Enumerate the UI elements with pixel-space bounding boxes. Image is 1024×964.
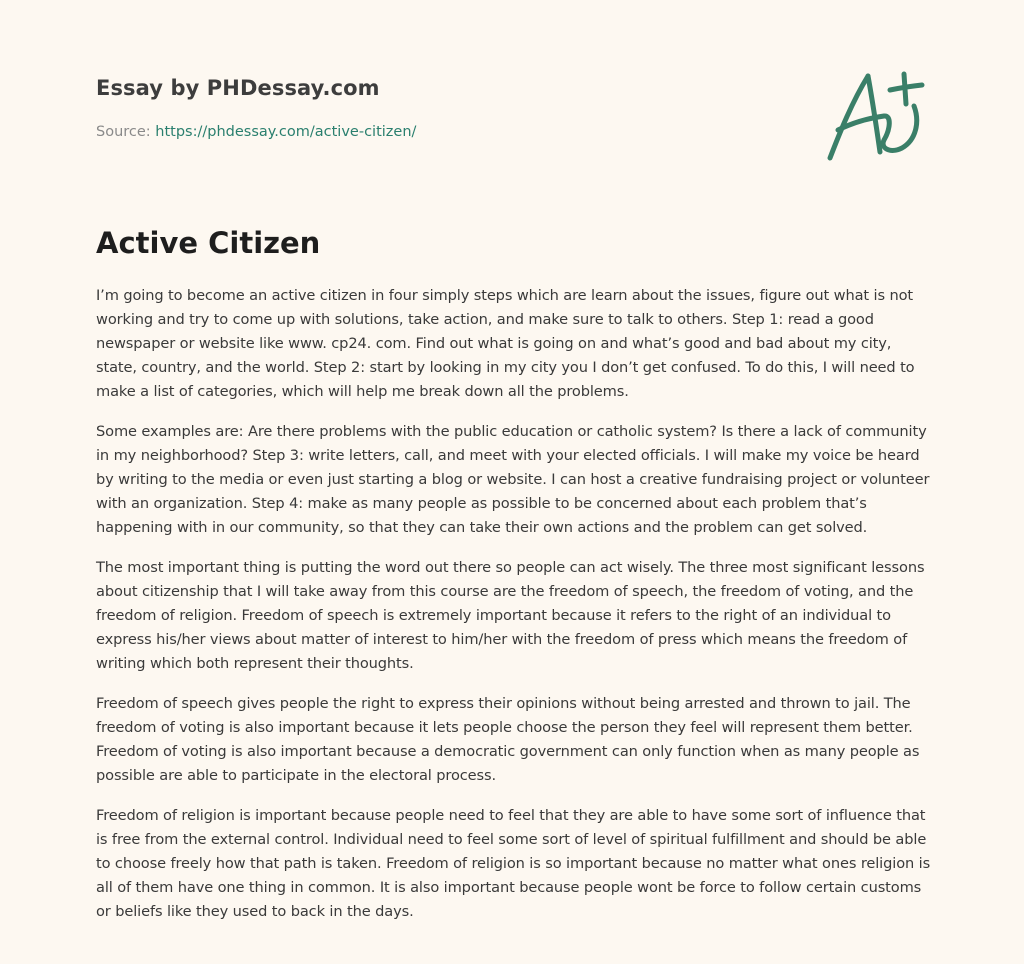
essay-paragraph: I’m going to become an active citizen in four simply steps which are learn about the issues, figure out what is not working and try to come up with solutions, take action, and make sure to talk to others. Step 1: read a good newspaper or website like www. cp24. com. Find out what is going on and what’s good and bad about my city, state, country, and the world. Step 2: start by looking in my city you I don’t get confused. To do this, I will need to make a list of categories, which will help me break down all the problems. [96, 287, 915, 400]
essay-paragraph: The most important thing is putting the word out there so people can act wisely. The three most significant lessons about citizenship that I will take away from this course are the freedom of speech, the freedom of voting, and the freedom of religion. Freedom of speech is extremely important because it refers to the right of an individual to express his/her views about matter of interest to him/her with the freedom of press which means the freedom of writing which both represent their thoughts. [96, 559, 925, 672]
source-line [96, 124, 416, 140]
a-plus-grade-icon [824, 68, 928, 164]
essay-paragraph: Freedom of religion is important because people need to feel that they are able to have some sort of influence that is free from the external control. Individual need to feel some sort of level of spiritual fulfillment and should be able to choose freely how that path is taken. Freedom of religion is so important because no matter what ones religion is all of them have one thing in common. It is also important because people wont be force to follow certain customs or beliefs like they used to back in the days. [96, 807, 931, 920]
essay-paragraph: Freedom of speech gives people the right to express their opinions without being arrested and thrown to jail. The freedom of voting is also important because it lets people choose the person they feel will represent them better. Freedom of voting is also important because a democratic government can only function when as many people as possible are able to participate in the electoral process. [96, 695, 920, 784]
source-label: Source: [96, 124, 156, 140]
essay-title: Active Citizen [96, 226, 321, 260]
source-link[interactable]: https://phdessay.com/active-citizen/ [155, 124, 417, 140]
essay-body [96, 284, 932, 940]
brand-title: Essay by PHDessay.com [96, 76, 380, 100]
essay-paragraph: Some examples are: Are there problems with the public education or catholic system? Is there a lack of community in my neighborhood? Step 3: write letters, call, and meet with your elected officials. I will make my voice be heard by writing to the media or even just starting a blog or website. I can host a creative fundraising project or volunteer with an organization. Step 4: make as many people as possible to be concerned about each problem that’s happening with in our community, so that they can take their own actions and the problem can get solved. [96, 423, 930, 536]
